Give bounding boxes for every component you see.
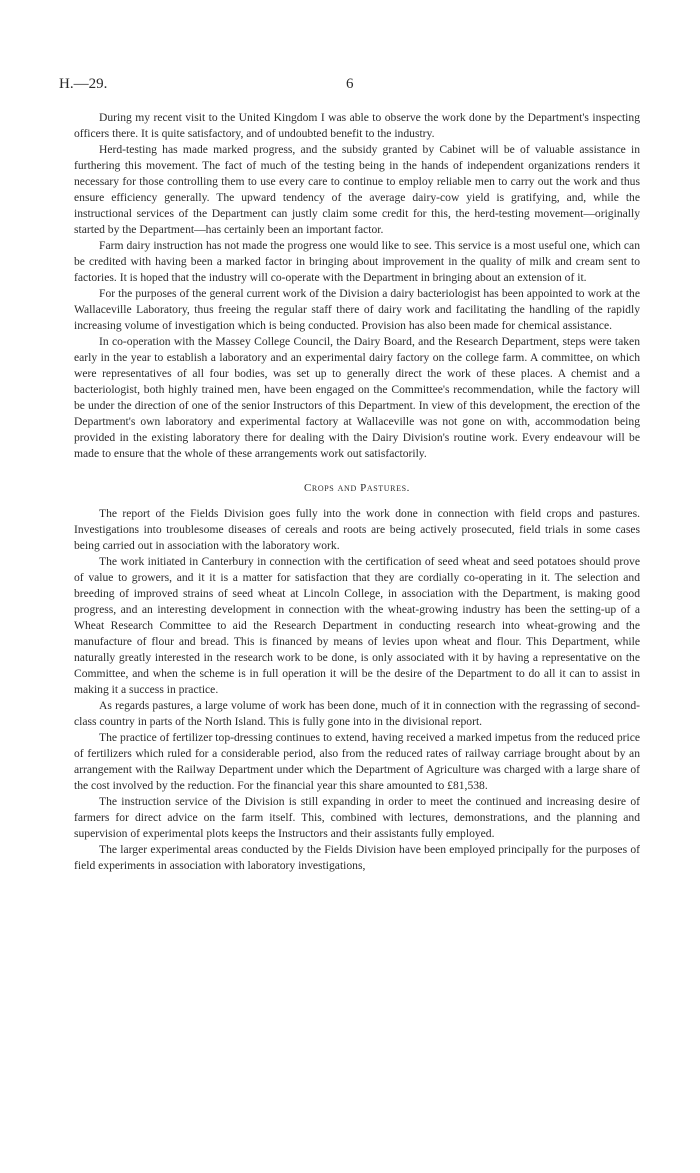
paragraph-herd-testing: Herd-testing has made marked progress, and the subsidy granted by Cabinet will be of valuable assistance in furthering this movement. The fact of much of the testing being in the hands of independent organizations renders it necessary for those controlling them to use every care to continue to employ reliable men to carry out the work and thus ensure efficiency generally. The upward tendency of the average dairy-cow yield is gratifying, and, while the instructional services of the Department can justly claim some credit for this, the herd-testing movement—originally started by the Department—has certainly been an important factor. <box>74 143 640 236</box>
body-text <box>74 110 640 874</box>
document-reference: H.—29. <box>59 76 108 92</box>
paragraph-canterbury-certification: The work initiated in Canterbury in connection with the certification of seed wheat and seed potatoes should prove of value to growers, and it it is a matter for satisfaction that they are cordially co-operating in it. The selection and breeding of improved strains of seed wheat at Lincoln College, in association with the Department, is making good progress, and an interesting development in connection with the wheat-growing industry has been the setting-up of a Wheat Research Committee to aid the Research Department in conducting research into wheat-growing and the manufacture of flour and bread. This is financed by means of levies upon wheat and flour. This Department, while naturally greatly interested in the research work to be done, is only associated with it by having a representative on the Committee, and when the scheme is in full operation it will be the desire of the Department to do all it can to assist in making it a success in practice. <box>74 555 640 696</box>
paragraph-experimental-areas: The larger experimental areas conducted by the Fields Division have been employed principally for the purposes of field experiments in association with laboratory investigations, <box>74 843 640 872</box>
paragraph-farm-dairy-instruction: Farm dairy instruction has not made the progress one would like to see. This service is a most useful one, which can be credited with having been a marked factor in bringing about improvement in the quality of milk and cream sent to factories. It is hoped that the industry will co-operate with the Department in bringing about an extension of it. <box>74 239 640 284</box>
paragraph-instruction-service: The instruction service of the Division is still expanding in order to meet the continued and increasing desire of farmers for direct advice on the farm itself. This, combined with lectures, demonstrations, and the planning and supervision of experimental plots keeps the Instructors and their assistants fully employed. <box>74 795 640 840</box>
page-number: 6 <box>346 76 354 92</box>
paragraph-uk-visit: During my recent visit to the United Kingdom I was able to observe the work done by the Department's inspecting officers there. It is quite satisfactory, and of undoubted benefit to the industry. <box>74 111 640 140</box>
paragraph-pastures: As regards pastures, a large volume of work has been done, much of it in connection with the regrassing of second-class country in parts of the North Island. This is fully gone into in the divisional report. <box>74 699 640 728</box>
paragraph-dairy-bacteriologist: For the purposes of the general current work of the Division a dairy bacteriologist has been appointed to work at the Wallaceville Laboratory, thus freeing the regular staff there of dairy work and facilitating the handling of the rapidly increasing volume of investigation which is being conducted. Provision has also been made for chemical assistance. <box>74 287 640 332</box>
paragraph-massey-college: In co-operation with the Massey College Council, the Dairy Board, and the Research Department, steps were taken early in the year to establish a laboratory and an experimental dairy factory on the college farm. A committee, on which were representatives of all four bodies, was set up to generally direct the work of these places. A chemist and a bacteriologist, both highly trained men, have been engaged on the Committee's recommendation, while the factory will be under the direction of one of the senior Instructors of this Department. In view of this development, the erection of the Department's own laboratory and experimental factory at Wallaceville was not gone on with, accommodation being provided in the existing laboratory there for dealing with the Dairy Division's routine work. Every endeavour will be made to ensure that the whole of these arrangements work out satisfactorily. <box>74 335 640 460</box>
page-header <box>59 76 641 96</box>
paragraph-fields-division-report: The report of the Fields Division goes fully into the work done in connection with field crops and pastures. Investigations into troublesome diseases of cereals and roots are being actively prosecuted, field trials in some cases being carried out in association with the laboratory work. <box>74 507 640 552</box>
paragraph-fertilizer-top-dressing: The practice of fertilizer top-dressing continues to extend, having received a marked impetus from the reduced price of fertilizers which ruled for a considerable period, also from the reduced rates of railway carriage brought about by an arrangement with the Railway Department under which the Department of Agriculture was charged with a large share of the cost involved by the reduction. For the financial year this share amounted to £81,538. <box>74 731 640 792</box>
section-heading-crops-and-pastures: Crops and Pastures. <box>303 482 410 494</box>
